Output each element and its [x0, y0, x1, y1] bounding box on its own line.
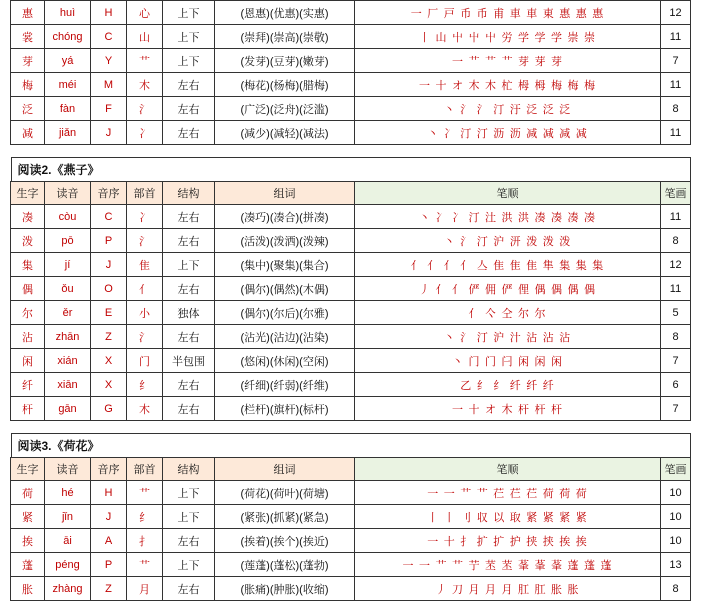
col-header-jiegou: 结构 — [163, 182, 215, 205]
stroke-order-cell: 乙 纟 纟 纤 纤 纤 — [355, 373, 661, 397]
char-cell: 泼 — [11, 229, 45, 253]
words-cell: (凑巧)(凑合)(拼凑) — [215, 205, 355, 229]
words-cell: (梅花)(杨梅)(腊梅) — [215, 73, 355, 97]
char-cell: 芽 — [11, 49, 45, 73]
col-header-char: 生字 — [11, 182, 45, 205]
structure-cell: 左右 — [163, 277, 215, 301]
bushou-cell: 冫 — [127, 121, 163, 145]
bushou-cell: 亻 — [127, 277, 163, 301]
table-row — [11, 97, 691, 121]
structure-cell: 左右 — [163, 73, 215, 97]
char-cell: 集 — [11, 253, 45, 277]
words-cell: (崇拜)(崇高)(崇敬) — [215, 25, 355, 49]
pinyin-cell: méi — [45, 73, 91, 97]
table-header-row — [11, 182, 691, 205]
structure-cell: 左右 — [163, 373, 215, 397]
bushou-cell: 冫 — [127, 205, 163, 229]
pinyin-cell: hé — [45, 481, 91, 505]
stroke-order-cell: 丨 山 屮 屮 屮 労 学 学 学 崇 崇 — [355, 25, 661, 49]
stroke-order-cell: 亻 亻 亻 亻 亼 隹 隹 隹 隼 集 集 集 — [355, 253, 661, 277]
table-row — [11, 577, 691, 601]
char-cell: 纤 — [11, 373, 45, 397]
words-cell: (减少)(减轻)(减法) — [215, 121, 355, 145]
structure-cell: 半包围 — [163, 349, 215, 373]
bushou-cell: 氵 — [127, 325, 163, 349]
stroke-order-cell: 一 艹 艹 艹 芽 芽 芽 — [355, 49, 661, 73]
structure-cell: 左右 — [163, 529, 215, 553]
stroke-count-cell: 7 — [661, 49, 691, 73]
words-cell: (胀痛)(肿胀)(收缩) — [215, 577, 355, 601]
structure-cell: 上下 — [163, 553, 215, 577]
stroke-count-cell: 10 — [661, 481, 691, 505]
section-gap — [0, 421, 701, 433]
yinxu-cell: J — [91, 121, 127, 145]
words-cell: (挨着)(挨个)(挨近) — [215, 529, 355, 553]
pinyin-cell: xiān — [45, 373, 91, 397]
table-row — [11, 553, 691, 577]
col-header-zuci: 组词 — [215, 458, 355, 481]
table-row — [11, 397, 691, 421]
bushou-cell: 氵 — [127, 229, 163, 253]
char-cell: 惠 — [11, 1, 45, 25]
stroke-count-cell: 5 — [661, 301, 691, 325]
top-character-table — [10, 0, 691, 145]
words-cell: (紧张)(抓紧)(紧急) — [215, 505, 355, 529]
structure-cell: 独体 — [163, 301, 215, 325]
stroke-order-cell: 丨 丨 刂 収 以 取 紧 紧 紧 紧 — [355, 505, 661, 529]
char-cell: 裳 — [11, 25, 45, 49]
bushou-cell: 艹 — [127, 481, 163, 505]
bushou-cell: 艹 — [127, 553, 163, 577]
yinxu-cell: F — [91, 97, 127, 121]
table-row — [11, 121, 691, 145]
col-header-zuci: 组词 — [215, 182, 355, 205]
words-cell: (栏杆)(旗杆)(标杆) — [215, 397, 355, 421]
character-table-reading-2 — [10, 181, 691, 421]
pinyin-cell: xián — [45, 349, 91, 373]
char-cell: 梅 — [11, 73, 45, 97]
pinyin-cell: zhàng — [45, 577, 91, 601]
yinxu-cell: Z — [91, 325, 127, 349]
structure-cell: 左右 — [163, 97, 215, 121]
pinyin-cell: zhān — [45, 325, 91, 349]
pinyin-cell: yá — [45, 49, 91, 73]
char-cell: 挨 — [11, 529, 45, 553]
stroke-count-cell: 11 — [661, 121, 691, 145]
structure-cell: 左右 — [163, 397, 215, 421]
words-cell: (莲蓬)(蓬松)(蓬勃) — [215, 553, 355, 577]
stroke-order-cell: 丶 氵 汀 沪 汧 泼 泼 泼 — [355, 229, 661, 253]
stroke-order-cell: 一 十 オ 木 杆 杆 杆 — [355, 397, 661, 421]
col-header-bushou: 部首 — [127, 182, 163, 205]
yinxu-cell: J — [91, 253, 127, 277]
table-row — [11, 277, 691, 301]
words-cell: (沾光)(沾边)(沾染) — [215, 325, 355, 349]
stroke-count-cell: 6 — [661, 373, 691, 397]
pinyin-cell: ǒu — [45, 277, 91, 301]
structure-cell: 上下 — [163, 1, 215, 25]
table-row — [11, 325, 691, 349]
yinxu-cell: H — [91, 1, 127, 25]
stroke-count-cell: 10 — [661, 505, 691, 529]
stroke-count-cell: 11 — [661, 205, 691, 229]
stroke-order-cell: 丶 氵 氵 汀 汙 泛 泛 泛 — [355, 97, 661, 121]
yinxu-cell: X — [91, 373, 127, 397]
table-row — [11, 481, 691, 505]
yinxu-cell: X — [91, 349, 127, 373]
yinxu-cell: J — [91, 505, 127, 529]
stroke-order-cell: 丶 氵 汀 沪 汁 沾 沾 沾 — [355, 325, 661, 349]
structure-cell: 左右 — [163, 577, 215, 601]
bushou-cell: 心 — [127, 1, 163, 25]
words-cell: (偶尔)(偶然)(木偶) — [215, 277, 355, 301]
structure-cell: 上下 — [163, 505, 215, 529]
col-header-bushou: 部首 — [127, 458, 163, 481]
words-cell: (集中)(聚集)(集合) — [215, 253, 355, 277]
bushou-cell: 扌 — [127, 529, 163, 553]
pinyin-cell: còu — [45, 205, 91, 229]
stroke-count-cell: 10 — [661, 529, 691, 553]
char-cell: 紧 — [11, 505, 45, 529]
char-cell: 凑 — [11, 205, 45, 229]
yinxu-cell: Z — [91, 577, 127, 601]
yinxu-cell: A — [91, 529, 127, 553]
yinxu-cell: H — [91, 481, 127, 505]
stroke-count-cell: 11 — [661, 25, 691, 49]
col-header-pinyin: 读音 — [45, 182, 91, 205]
bushou-cell: 木 — [127, 397, 163, 421]
yinxu-cell: Y — [91, 49, 127, 73]
stroke-count-cell: 11 — [661, 277, 691, 301]
yinxu-cell: E — [91, 301, 127, 325]
table-row — [11, 505, 691, 529]
col-header-bihua: 笔画 — [661, 182, 691, 205]
table-row — [11, 205, 691, 229]
table-row — [11, 1, 691, 25]
yinxu-cell: O — [91, 277, 127, 301]
table-row — [11, 349, 691, 373]
table-row — [11, 373, 691, 397]
yinxu-cell: M — [91, 73, 127, 97]
section-reading-3 — [0, 433, 701, 601]
char-cell: 胀 — [11, 577, 45, 601]
words-cell: (荷花)(荷叶)(荷塘) — [215, 481, 355, 505]
stroke-count-cell: 13 — [661, 553, 691, 577]
col-header-bihua: 笔画 — [661, 458, 691, 481]
bushou-cell: 小 — [127, 301, 163, 325]
table-row — [11, 253, 691, 277]
words-cell: (纤细)(纤弱)(纤维) — [215, 373, 355, 397]
pinyin-cell: jiǎn — [45, 121, 91, 145]
stroke-order-cell: 亻 亽 仝 尔 尔 — [355, 301, 661, 325]
stroke-count-cell: 7 — [661, 397, 691, 421]
bushou-cell: 月 — [127, 577, 163, 601]
structure-cell: 左右 — [163, 205, 215, 229]
pinyin-cell: huì — [45, 1, 91, 25]
col-header-bishun: 笔顺 — [355, 458, 661, 481]
yinxu-cell: C — [91, 205, 127, 229]
yinxu-cell: P — [91, 229, 127, 253]
structure-cell: 左右 — [163, 325, 215, 349]
stroke-order-cell: 丿 亻 亻 俨 佣 俨 俚 偶 偶 偶 偶 — [355, 277, 661, 301]
char-cell: 沾 — [11, 325, 45, 349]
stroke-order-cell: 一 十 扌 扩 扩 护 挟 挟 挨 挨 — [355, 529, 661, 553]
pinyin-cell: gān — [45, 397, 91, 421]
col-header-jiegou: 结构 — [163, 458, 215, 481]
structure-cell: 上下 — [163, 25, 215, 49]
bushou-cell: 山 — [127, 25, 163, 49]
table-header-row — [11, 458, 691, 481]
section-title: 阅读2.《燕子》 — [11, 157, 691, 181]
table-row — [11, 301, 691, 325]
bushou-cell: 木 — [127, 73, 163, 97]
stroke-count-cell: 8 — [661, 577, 691, 601]
words-cell: (偶尔)(尔后)(尔雅) — [215, 301, 355, 325]
character-table-reading-3 — [10, 457, 691, 601]
structure-cell: 上下 — [163, 253, 215, 277]
table-row — [11, 229, 691, 253]
pinyin-cell: péng — [45, 553, 91, 577]
bushou-cell: 纟 — [127, 373, 163, 397]
words-cell: (广泛)(泛舟)(泛滥) — [215, 97, 355, 121]
yinxu-cell: G — [91, 397, 127, 421]
pinyin-cell: ěr — [45, 301, 91, 325]
words-cell: (悠闲)(休闲)(空闲) — [215, 349, 355, 373]
stroke-count-cell: 7 — [661, 349, 691, 373]
pinyin-cell: chóng — [45, 25, 91, 49]
words-cell: (活泼)(泼洒)(泼辣) — [215, 229, 355, 253]
yinxu-cell: C — [91, 25, 127, 49]
yinxu-cell: P — [91, 553, 127, 577]
bushou-cell: 隹 — [127, 253, 163, 277]
stroke-order-cell: 一 十 オ 木 木 杧 栂 栂 梅 梅 梅 — [355, 73, 661, 97]
pinyin-cell: jí — [45, 253, 91, 277]
stroke-order-cell: 一 一 艹 艹 艼 苤 苤 莑 莑 莑 蓬 蓬 蓬 — [355, 553, 661, 577]
pinyin-cell: jǐn — [45, 505, 91, 529]
section-title: 阅读3.《荷花》 — [11, 433, 691, 457]
structure-cell: 左右 — [163, 121, 215, 145]
table-row — [11, 73, 691, 97]
stroke-order-cell: 丿 刀 月 月 月 肛 肛 胀 胀 — [355, 577, 661, 601]
bushou-cell: 门 — [127, 349, 163, 373]
col-header-bishun: 笔顺 — [355, 182, 661, 205]
words-cell: (发芽)(豆芽)(嫩芽) — [215, 49, 355, 73]
stroke-order-cell: 丶 冫 汀 汀 沥 沥 减 减 减 减 — [355, 121, 661, 145]
section-reading-2 — [0, 157, 701, 421]
pinyin-cell: pō — [45, 229, 91, 253]
char-cell: 闲 — [11, 349, 45, 373]
char-cell: 尔 — [11, 301, 45, 325]
stroke-count-cell: 12 — [661, 253, 691, 277]
section-gap — [0, 145, 701, 157]
col-header-yinxu: 音序 — [91, 182, 127, 205]
char-cell: 杆 — [11, 397, 45, 421]
char-cell: 蓬 — [11, 553, 45, 577]
table-row — [11, 49, 691, 73]
bushou-cell: 艹 — [127, 49, 163, 73]
structure-cell: 上下 — [163, 49, 215, 73]
stroke-count-cell: 12 — [661, 1, 691, 25]
stroke-count-cell: 8 — [661, 97, 691, 121]
stroke-count-cell: 8 — [661, 325, 691, 349]
bushou-cell: 纟 — [127, 505, 163, 529]
table-row — [11, 529, 691, 553]
stroke-order-cell: 丶 门 门 闩 闲 闲 闲 — [355, 349, 661, 373]
structure-cell: 左右 — [163, 229, 215, 253]
char-cell: 泛 — [11, 97, 45, 121]
char-cell: 减 — [11, 121, 45, 145]
stroke-count-cell: 11 — [661, 73, 691, 97]
stroke-order-cell: 一 厂 戸 币 币 甫 車 車 東 惠 惠 惠 — [355, 1, 661, 25]
stroke-order-cell: 丶 冫 冫 汀 汢 洪 洪 凑 凑 凑 凑 — [355, 205, 661, 229]
char-cell: 荷 — [11, 481, 45, 505]
structure-cell: 上下 — [163, 481, 215, 505]
col-header-yinxu: 音序 — [91, 458, 127, 481]
stroke-count-cell: 8 — [661, 229, 691, 253]
char-cell: 偶 — [11, 277, 45, 301]
col-header-char: 生字 — [11, 458, 45, 481]
words-cell: (恩惠)(优惠)(实惠) — [215, 1, 355, 25]
bushou-cell: 氵 — [127, 97, 163, 121]
col-header-pinyin: 读音 — [45, 458, 91, 481]
pinyin-cell: āi — [45, 529, 91, 553]
table-row — [11, 25, 691, 49]
pinyin-cell: fàn — [45, 97, 91, 121]
stroke-order-cell: 一 一 艹 艹 芢 芢 芢 荷 荷 荷 — [355, 481, 661, 505]
